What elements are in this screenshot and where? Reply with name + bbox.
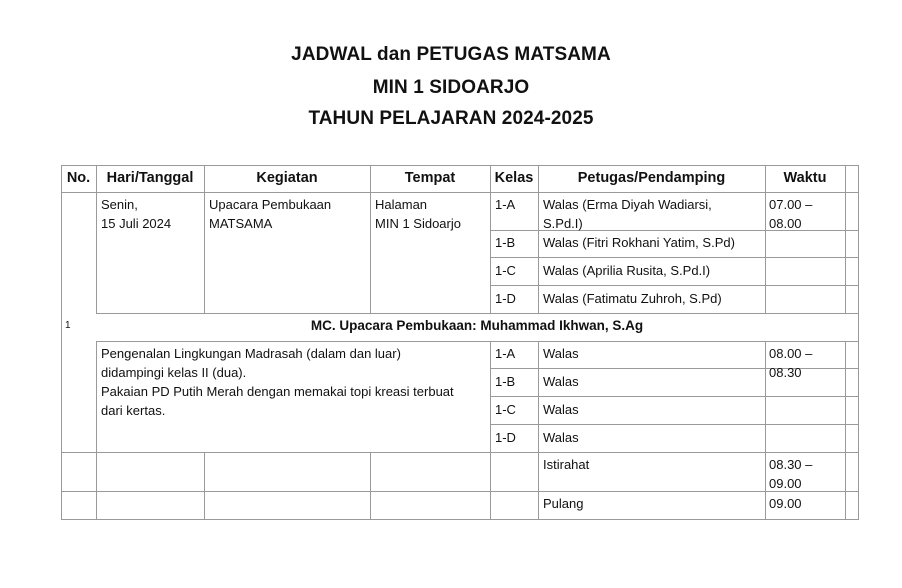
- kelas-cell: 1-A: [495, 197, 516, 212]
- kelas-cell: 1-A: [495, 346, 516, 361]
- col-divider: [538, 165, 539, 314]
- header-kegiatan: Kegiatan: [256, 170, 318, 186]
- row-divider: [490, 424, 858, 425]
- col-divider: [490, 165, 491, 314]
- document-title-line-3: TAHUN PELAJARAN 2024-2025: [308, 108, 594, 129]
- table-border-top: [61, 165, 858, 166]
- waktu-cell: 07.00 – 08.00: [769, 197, 813, 231]
- row-divider: [96, 313, 858, 314]
- waktu-cell: 08.30 – 09.00: [769, 457, 813, 491]
- row-divider: [61, 491, 858, 492]
- kegiatan-description-cell: Pengenalan Lingkungan Madrasah (dalam dan luar) didampingi kelas II (dua). Pakaian PD Putih Merah dengan memakai topi kreasi terbuat dari kertas.: [101, 346, 454, 418]
- col-divider: [490, 341, 491, 520]
- row-divider: [490, 396, 858, 397]
- table-border-left: [61, 165, 62, 520]
- document-title-line-1: JADWAL dan PETUGAS MATSAMA: [291, 44, 611, 65]
- waktu-cell: 08.00 – 08.30: [769, 346, 813, 380]
- kelas-cell: 1-C: [495, 402, 516, 417]
- hari-tanggal-cell: Senin, 15 Juli 2024: [101, 197, 172, 231]
- col-divider: [370, 452, 371, 520]
- petugas-cell: Walas (Aprilia Rusita, S.Pd.I): [543, 263, 711, 278]
- petugas-cell: Walas: [543, 346, 579, 361]
- kelas-cell: 1-D: [495, 291, 516, 306]
- mc-row: MC. Upacara Pembukaan: Muhammad Ikhwan, S.Ag: [310, 318, 644, 333]
- col-divider: [96, 165, 97, 314]
- petugas-cell: Walas: [543, 402, 579, 417]
- header-hari-tanggal: Hari/Tanggal: [106, 170, 194, 186]
- table-border-right: [858, 165, 859, 520]
- col-divider: [845, 165, 846, 314]
- kegiatan-cell: Upacara Pembukaan MATSAMA: [209, 197, 332, 231]
- table-border-bottom: [61, 519, 858, 520]
- petugas-cell: Walas: [543, 374, 579, 389]
- petugas-cell: Walas (Erma Diyah Wadiarsi, S.Pd.I): [543, 197, 712, 231]
- istirahat-cell: Istirahat: [543, 457, 590, 472]
- waktu-cell: 09.00: [769, 496, 802, 511]
- col-divider: [765, 165, 766, 314]
- col-divider: [96, 341, 97, 520]
- pulang-cell: Pulang: [543, 496, 584, 511]
- col-divider: [370, 165, 371, 314]
- col-divider: [765, 341, 766, 520]
- document-title-line-2: MIN 1 SIDOARJO: [372, 77, 530, 98]
- header-kelas: Kelas: [494, 170, 534, 186]
- header-tempat: Tempat: [404, 170, 456, 186]
- header-petugas: Petugas/Pendamping: [577, 170, 726, 186]
- petugas-cell: Walas: [543, 430, 579, 445]
- row-divider: [490, 285, 858, 286]
- table-header-divider: [61, 192, 858, 193]
- petugas-cell: Walas (Fatimatu Zuhroh, S.Pd): [543, 291, 722, 306]
- kelas-cell: 1-C: [495, 263, 516, 278]
- col-divider: [204, 452, 205, 520]
- row-number: 1: [65, 320, 71, 331]
- kelas-cell: 1-B: [495, 235, 516, 250]
- col-divider: [538, 341, 539, 520]
- header-no: No.: [66, 170, 91, 186]
- row-divider: [61, 452, 858, 453]
- col-divider: [204, 165, 205, 314]
- kelas-cell: 1-D: [495, 430, 516, 445]
- row-divider: [490, 257, 858, 258]
- petugas-cell: Walas (Fitri Rokhani Yatim, S.Pd): [543, 235, 735, 250]
- row-divider: [96, 341, 858, 342]
- col-divider: [845, 341, 846, 520]
- kelas-cell: 1-B: [495, 374, 516, 389]
- tempat-cell: Halaman MIN 1 Sidoarjo: [375, 197, 461, 231]
- header-waktu: Waktu: [783, 170, 827, 186]
